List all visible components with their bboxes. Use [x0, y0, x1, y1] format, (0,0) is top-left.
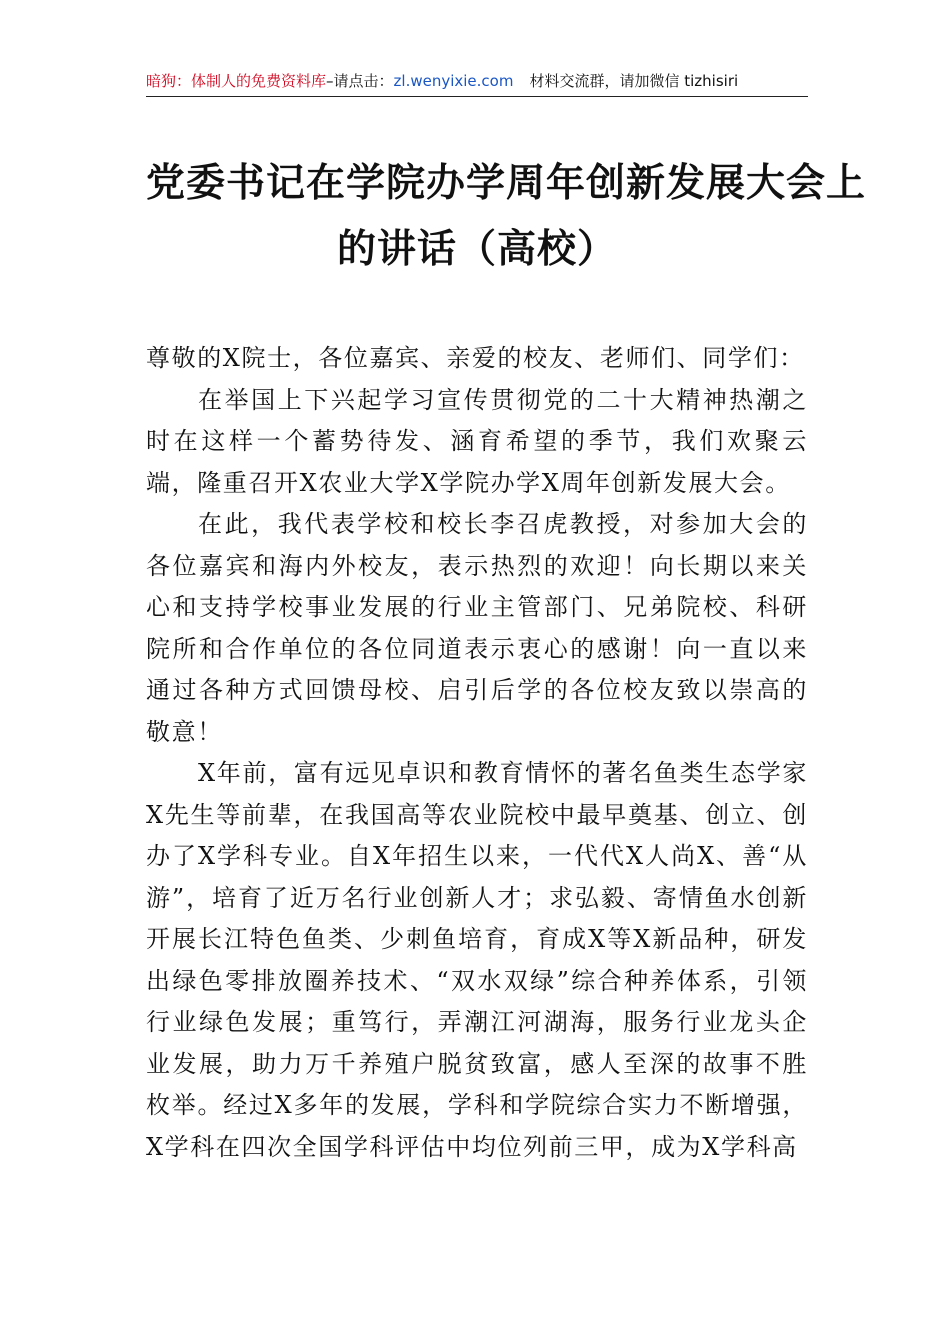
document-title-line-1: 党委书记在学院办学周年创新发展大会上: [146, 160, 867, 206]
page-header: [146, 68, 808, 97]
header-url-link[interactable]: zl.wenyixie.com: [393, 72, 514, 90]
header-contact: 材料交流群，请加微信 tizhisiri: [529, 72, 739, 90]
paragraph: 在此，我代表学校和校长李召虎教授，对参加大会的各位嘉宾和海内外校友，表示热烈的欢迎！向长期以来关心和支持学校事业发展的行业主管部门、兄弟院校、科研院所和合作单位的各位同道表示衷心的感谢！向一直以来通过各种方式回馈母校、启引后学的各位校友致以崇高的敬意！: [146, 510, 808, 746]
header-click-prompt: –请点击：: [326, 72, 394, 90]
document-body: [146, 338, 808, 1168]
document-title-line-2: 的讲话（高校）: [336, 226, 617, 272]
header-brand: 暗狗：体制人的免费资料库: [146, 72, 327, 90]
salutation: 尊敬的X院士，各位嘉宾、亲爱的校友、老师们、同学们：: [146, 344, 805, 372]
paragraph: X年前，富有远见卓识和教育情怀的著名鱼类生态学家X先生等前辈，在我国高等农业院校中最早奠基、创立、创办了X学科专业。自X年招生以来，一代代X人尚X、善“从游”，培育了近万名行业创新人才；求弘毅、寄情鱼水创新开展长江特色鱼类、少刺鱼培育，育成X等X新品种，研发出绿色零排放圈养技术、“双水双绿”综合种养体系，引领行业绿色发展；重笃行，弄潮江河湖海，服务行业龙头企业发展，助力万千养殖户脱贫致富，感人至深的故事不胜枚举。经过X多年的发展，学科和学院综合实力不断增强，X学科在四次全国学科评估中均位列前三甲，成为X学科高: [146, 759, 808, 1161]
paragraph: 在举国上下兴起学习宣传贯彻党的二十大精神热潮之时在这样一个蓄势待发、涵育希望的季节，我们欢聚云端，隆重召开X农业大学X学院办学X周年创新发展大会。: [146, 385, 808, 497]
